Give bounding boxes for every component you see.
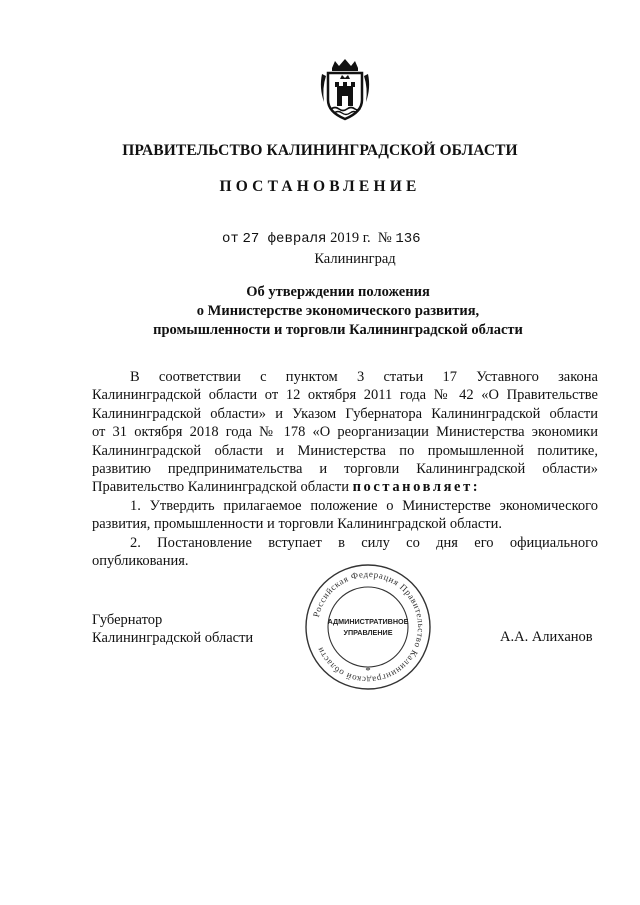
- government-title: ПРАВИТЕЛЬСТВО КАЛИНИНГРАДСКОЙ ОБЛАСТИ: [122, 142, 518, 159]
- resolves-word: постановляет:: [352, 479, 481, 496]
- decree-number: 136: [395, 231, 421, 247]
- seal-center-line: УПРАВЛЕНИЕ: [343, 628, 393, 637]
- document-type-title: ПОСТАНОВЛЕНИЕ: [219, 178, 421, 195]
- official-seal: [300, 562, 436, 692]
- preamble-line: развитию предпринимательства и торговли Калининградской области»: [92, 461, 598, 478]
- subject-line: промышленности и торговли Калининградской области: [153, 322, 523, 338]
- item-2-first-line: 2. Постановление вступает в силу со дня его официального: [130, 534, 598, 551]
- item-1-rest: развития, промышленности и торговли Калининградской области.: [92, 516, 503, 533]
- seal-inner-ring: [328, 587, 408, 667]
- seal-center-line: АДМИНИСТРАТИВНОЕ: [327, 617, 409, 626]
- date-number-line: [222, 230, 421, 247]
- preamble-line: от 31 октября 2018 года № 178 «О реорганизации Министерства экономики: [92, 424, 598, 441]
- decree-year: 2019 г.: [330, 230, 371, 246]
- preamble-line: Калининградской области от 12 октября 2011 года № 42 «О Правительстве: [92, 387, 598, 404]
- item-2-rest: опубликования.: [92, 553, 189, 570]
- coat-of-arms-icon: [318, 58, 372, 122]
- decree-date: 27 февраля: [242, 231, 327, 247]
- preamble-end-line: [92, 478, 598, 496]
- signatory-position: [92, 611, 253, 648]
- subject-line: Об утверждении положения: [246, 284, 430, 300]
- subject-line: о Министерстве экономического развития,: [196, 303, 480, 319]
- position-line: Калининградской области: [92, 630, 254, 647]
- preamble-line: Калининградской области и Министерства по промышленной политике,: [92, 442, 598, 459]
- date-prefix: от: [222, 231, 239, 247]
- decree-body: [92, 368, 598, 570]
- seal-star: *: [365, 665, 371, 677]
- preamble-end: Правительство Калининградской области: [92, 479, 349, 496]
- seal-ring-text: Российская Федерация Правительство Калининградской области: [311, 568, 427, 686]
- number-sign: №: [377, 230, 392, 246]
- signatory-name: А.А. Алиханов: [500, 629, 593, 645]
- preamble-line: В соответствии с пунктом 3 статьи 17 Уставного закона: [130, 369, 598, 385]
- preamble-line: Калининградской области» и Указом Губернатора Калининградской области: [92, 405, 598, 422]
- position-line: Губернатор: [92, 612, 163, 628]
- decree-subject: [0, 283, 640, 340]
- city-name: Калининград: [314, 251, 396, 267]
- item-1-first-line: 1. Утвердить прилагаемое положение о Министерстве экономического: [130, 497, 598, 514]
